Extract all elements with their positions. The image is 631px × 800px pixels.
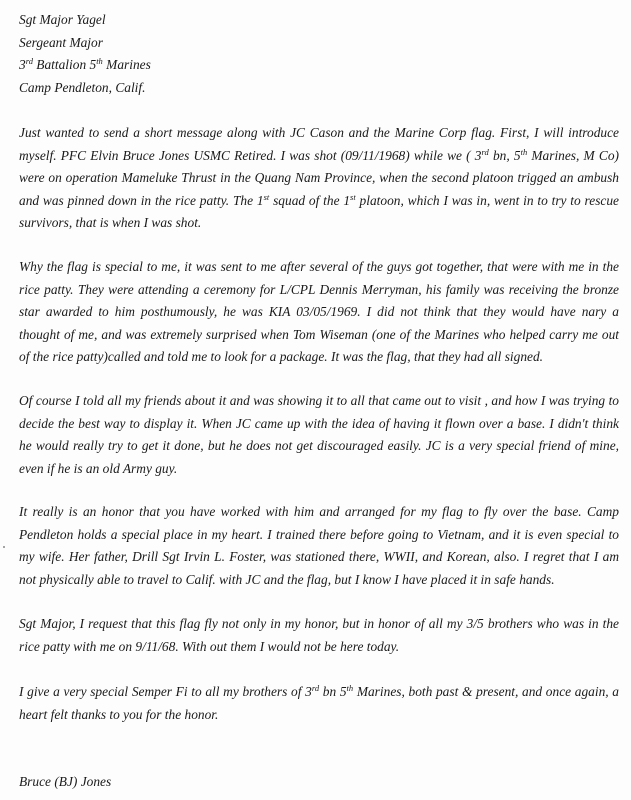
recipient-unit [19, 54, 619, 77]
paragraph-line: of the rice patty)called and told me to look for a package. It was the flag, that they had all signed. [19, 349, 544, 365]
superscript: rd [311, 683, 320, 693]
paragraph-honor [19, 501, 619, 591]
text-run: Marines, both past & present, and once again, a [353, 684, 619, 699]
superscript: st [350, 191, 356, 202]
superscript: th [520, 146, 528, 157]
recipient-name: Sgt Major Yagel [19, 12, 106, 27]
paragraph-line: he would really try to get it done, but he does not get discouraged easily. JC is a very special friend of mine, [19, 438, 619, 454]
text-run: platoon, which I was in, went in to try to rescue [355, 192, 619, 208]
paragraph-line: decide the best way to display it. When JC came up with the idea of having it flown over a base. I didn't think [19, 415, 619, 431]
paragraph-line: Just wanted to send a short message along with JC Cason and the Marine Corp flag. First, I will introduce [19, 125, 619, 140]
paragraph-display-idea [19, 390, 619, 480]
unit-number-suffix: rd [25, 56, 33, 67]
paragraph-line: rice patty with me on 9/11/68. With out them I would not be here today. [19, 638, 400, 654]
paragraph-flag-story [19, 256, 619, 369]
unit-marines: Marines [102, 57, 151, 73]
text-run: and was pinned down in the rice patty. The 1 [19, 192, 264, 208]
paragraph-line: Of course I told all my friends about it and was showing it to all that came out to visit , and how I was trying to [19, 393, 619, 408]
paragraph-line: survivors, that is when I was shot. [19, 215, 202, 231]
paragraph-line: Why the flag is special to me, it was sent to me after several of the guys got together, that were with me in the [19, 259, 619, 274]
paragraph-line: It really is an honor that you have worked with him and arranged for my flag to fly over the base. Camp [19, 504, 619, 519]
text-run: bn, 5 [488, 147, 521, 163]
paragraph-line: star awarded to him posthumously, he was KIA 03/05/1969. I did not think that they would have nary a [19, 304, 619, 320]
recipient-address-block [19, 9, 619, 99]
unit-battalion: Battalion 5 [32, 57, 97, 73]
paragraph-introduction [19, 122, 619, 235]
paragraph-line [19, 190, 619, 213]
text-run: bn 5 [319, 684, 347, 699]
text-run: Marines, M Co) [527, 147, 619, 163]
unit-regiment-suffix: th [96, 56, 103, 67]
superscript: rd [481, 146, 489, 157]
superscript: th [346, 683, 354, 693]
unit-number: 3 [19, 57, 26, 73]
text-run: myself. PFC Elvin Bruce Jones USMC Retired. I was shot (09/11/1968) while we ( 3 [19, 147, 482, 163]
recipient-location: Camp Pendleton, Calif. [19, 79, 146, 95]
scan-speck [3, 546, 5, 548]
recipient-title: Sergeant Major [19, 34, 103, 50]
paragraph-line: heart felt thanks to you for the honor. [19, 706, 219, 722]
superscript: st [263, 191, 270, 202]
paragraph-line [19, 681, 619, 704]
paragraph-line: Sgt Major, I request that this flag fly not only in my honor, but in honor of all my 3/5 brothers who was in the [19, 616, 619, 631]
text-run: squad of the 1 [269, 192, 351, 208]
paragraph-semper-fi [19, 681, 619, 726]
paragraph-request [19, 613, 619, 658]
paragraph-line: thought of me, and was extremely surprised when Tom Wiseman (one of the Marines who helped carry me out [19, 326, 619, 342]
paragraph-line: rice patty. They were attending a ceremony for L/CPL Dennis Merryman, his family was receiving the bronze [19, 281, 619, 297]
paragraph-line: even if he is an old Army guy. [19, 460, 178, 476]
paragraph-line: were on operation Mameluke Thrust in the Quang Nam Province, when the second platoon trigged an ambush [19, 170, 619, 186]
signature-name: Bruce (BJ) Jones [19, 774, 112, 789]
paragraph-line: not physically able to travel to Calif. with JC and the flag, but I know I have placed it in safe hands. [19, 571, 555, 587]
paragraph-line: Pendleton holds a special place in my heart. I trained there before going to Vietnam, and it is even special to [19, 526, 619, 542]
paragraph-line [19, 145, 619, 168]
paragraph-line: my wife. Her father, Drill Sgt Irvin L. Foster, was stationed there, WWII, and Korean, also. I regret that I am [19, 549, 619, 565]
text-run: I give a very special Semper Fi to all my brothers of 3 [19, 684, 312, 699]
